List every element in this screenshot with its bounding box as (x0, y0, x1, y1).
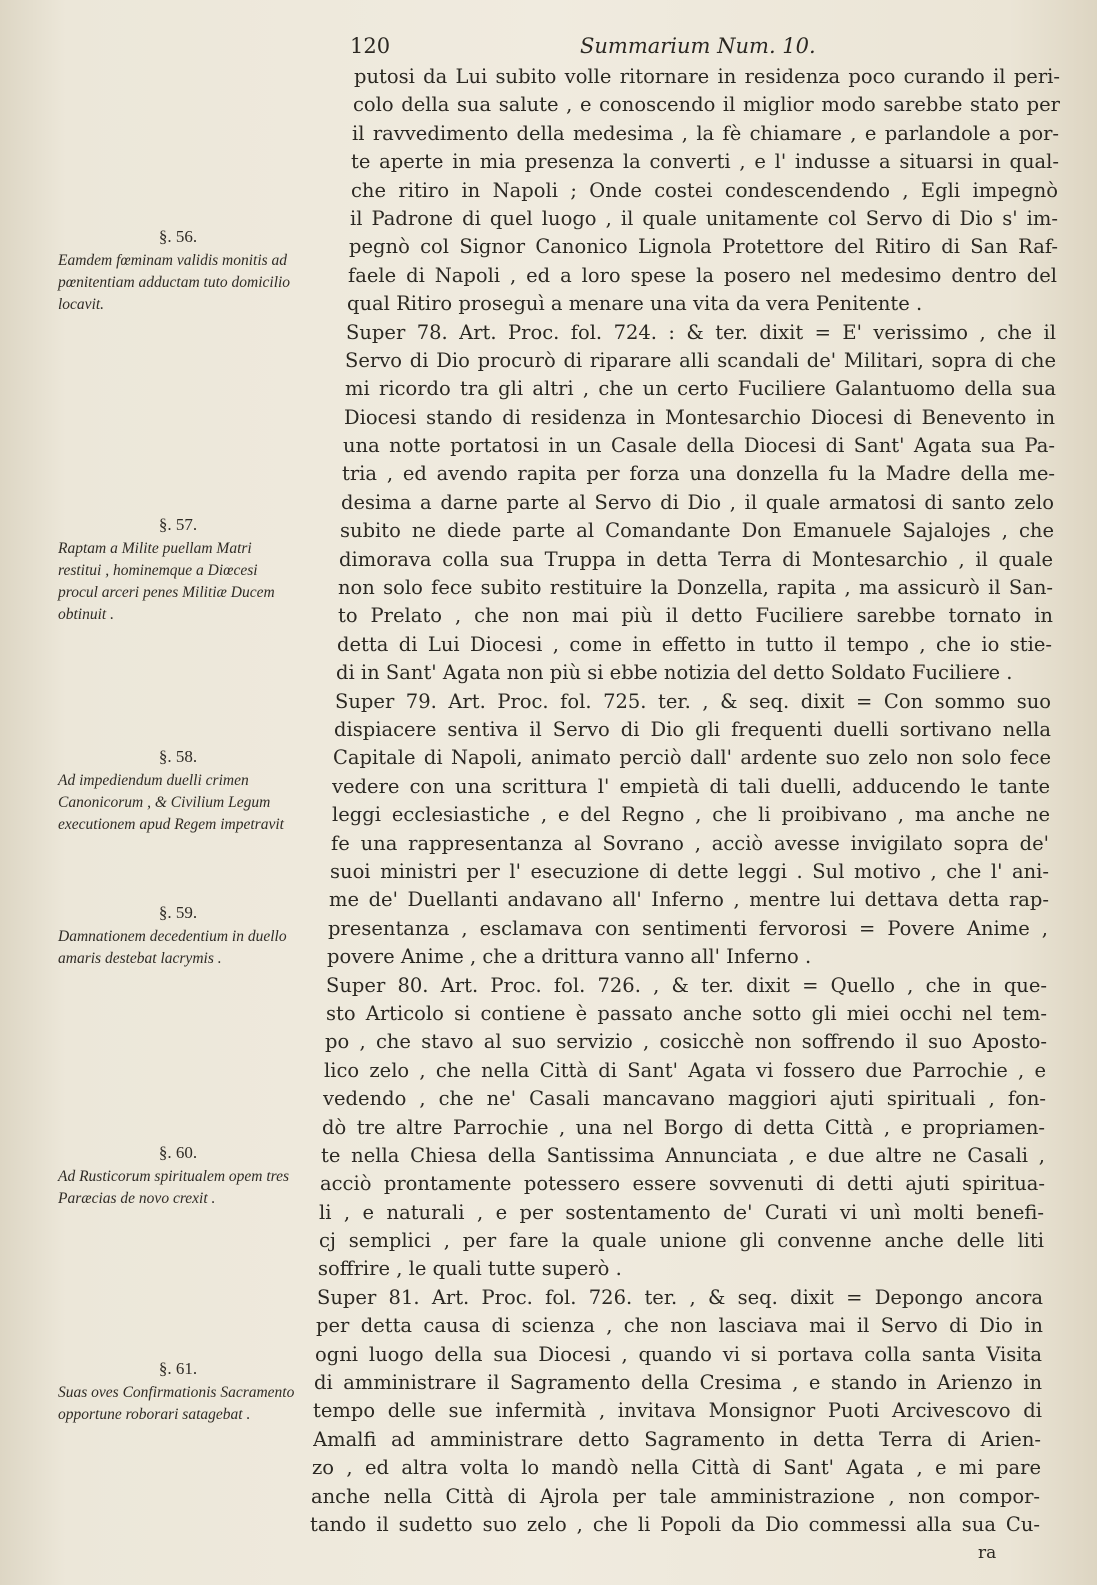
text-line: una notte portatosi in un Casale della Diocesi di Sant' Agata sua Pa- (343, 434, 1055, 457)
text-line: tando il sudetto suo zelo , che li Popoli da Dio commessi alla sua Cu- (310, 1513, 1040, 1536)
marginal-note-57 (58, 514, 298, 626)
text-line: tria , ed avendo rapita per forza una donzella fu la Madre della me- (342, 462, 1055, 485)
text-line: faele di Napoli , ed a loro spese la posero nel medesimo dentro del (348, 264, 1057, 287)
text-line: Servo di Dio procurò di riparare alli scandali de' Militari, sopra di che (345, 349, 1056, 372)
marginal-note-text: Raptam a Milite puellam Matri restitui , hominemque a Diœcesi procul arceri penes Militiæ Ducem obtinuit . (58, 540, 275, 623)
text-line: di in Sant' Agata non più si ebbe notizia del detto Soldato Fuciliere . (336, 661, 1013, 684)
page-number: 120 (350, 34, 391, 58)
text-line: zo , ed altra volta lo mandò nella Città di Sant' Agata , e mi pare (312, 1456, 1041, 1479)
marginal-note-number: §. 60. (158, 1143, 198, 1162)
text-line: Super 81. Art. Proc. fol. 726. ter. , & seq. dixit = Depongo ancora (317, 1286, 1043, 1309)
text-line: Super 78. Art. Proc. fol. 724. : & ter. dixit = E' verissimo , che il (346, 321, 1056, 344)
text-line: che ritiro in Napoli ; Onde costei condescendendo , Egli impegnò (351, 179, 1058, 202)
text-line: il ravvedimento della medesima , la fè chiamare , e parlandole a por- (352, 122, 1059, 145)
text-line: acciò prontamente potessero essere sovvenuti di detti ajuti spiritua- (320, 1172, 1045, 1195)
text-line: ogni luogo della sua Diocesi , quando vi si portava colla santa Visita (315, 1343, 1042, 1366)
text-line: lico zelo , che nella Città di Sant' Agata vi fossero due Parrochie , e (324, 1059, 1046, 1082)
text-line: il Padrone di quel luogo , il quale unitamente col Servo di Dio s' im- (350, 207, 1058, 230)
text-line: te aperte in mia presenza la converti , e l' indusse a situarsi in qual- (351, 150, 1059, 173)
running-title: Summarium Num. 10. (580, 34, 816, 58)
text-line: vedere con una scrittura l' empietà di tali duelli, adducendo le tante (332, 775, 1050, 798)
text-line: putosi da Lui subito volle ritornare in residenza poco curando il peri- (354, 65, 1060, 88)
text-line: per detta causa di scienza , che non lasciava mai il Servo di Dio in (316, 1314, 1043, 1337)
text-line: to Prelato , che non mai più il detto Fuciliere sarebbe tornato in (338, 604, 1053, 627)
marginal-note-56 (58, 226, 298, 316)
text-line: po , che stavo al suo servizio , cosicchè non soffrendo il suo Aposto- (325, 1030, 1047, 1053)
marginal-note-61 (58, 1358, 298, 1426)
marginal-note-text: Ad impediendum duelli crimen Canonicorum , & Civilium Legum executionem apud Regem impetravit (58, 772, 284, 833)
text-line: anche nella Città di Ajrola per tale amministrazione , non compor- (311, 1485, 1040, 1508)
text-line: presentanza , esclamava con sentimenti fervorosi = Povere Anime , (328, 917, 1048, 940)
text-line: Super 79. Art. Proc. fol. 725. ter. , & seq. dixit = Con sommo suo (335, 690, 1051, 713)
text-line: me de' Duellanti andavano all' Inferno , mentre lui dettava detta rap- (329, 888, 1049, 911)
text-line: Amalfi ad amministrare detto Sagramento in detta Terra di Arien- (313, 1428, 1041, 1451)
marginal-note-number: §. 59. (158, 903, 198, 922)
text-line: colo della sua salute , e conoscendo il miglior modo sarebbe stato per (353, 93, 1060, 116)
marginal-note-number: §. 61. (158, 1359, 198, 1378)
text-line: di amministrare il Sagramento della Cresima , e stando in Arienzo in (314, 1371, 1042, 1394)
text-line: Super 80. Art. Proc. fol. 726. , & ter. dixit = Quello , che in que- (326, 974, 1047, 997)
text-line: detta di Lui Diocesi , come in effetto in tutto il tempo , che io stie- (337, 633, 1052, 656)
text-line: suoi ministri per l' esecuzione di dette leggi . Sul motivo , che l' ani- (330, 860, 1049, 883)
text-line: non solo fece subito restituire la Donzella, rapita , ma assicurò il San- (338, 576, 1053, 599)
text-line: pegnò col Signor Canonico Lignola Protettore del Ritiro di San Raf- (349, 235, 1058, 258)
text-line: tempo delle sue infermità , invitava Monsignor Puoti Arcivescovo di (313, 1399, 1042, 1422)
marginal-note-number: §. 56. (158, 227, 198, 246)
catchword: ra (978, 1543, 997, 1563)
text-line: povere Anime , che a drittura vanno all' Inferno . (327, 945, 812, 968)
marginal-note-number: §. 57. (158, 515, 198, 534)
text-line: te nella Chiesa della Santissima Annunciata , e due altre ne Casali , (321, 1144, 1045, 1167)
text-line: mi ricordo tra gli altri , che un certo Fuciliere Galantuomo della sua (345, 377, 1056, 400)
text-line: fe una rappresentanza al Sovrano , acciò avesse invigilato sopra de' (331, 832, 1049, 855)
text-line: qual Ritiro proseguì a menare una vita da vera Penitente . (347, 292, 923, 315)
marginal-note-text: Ad Rusticorum spiritualem opem tres Paræcias de novo crexit . (58, 1168, 290, 1207)
text-line: sto Articolo si contiene è passato anche sotto gli miei occhi nel tem- (326, 1002, 1047, 1025)
marginal-note-text: Eamdem fœminam validis monitis ad pœnitentiam adductam tuto domicilio locavit. (58, 252, 291, 313)
marginal-note-text: Suas oves Confirmationis Sacramento opportune roborari satagebat . (58, 1384, 295, 1423)
text-line: dò tre altre Parrochie , una nel Borgo di detta Città , e propriamen- (322, 1116, 1045, 1139)
marginal-note-number: §. 58. (158, 747, 198, 766)
text-line: desima a darne parte al Servo di Dio , il quale armatosi di santo zelo (341, 491, 1054, 514)
text-line: vedendo , che ne' Casali mancavano maggiori ajuti spirituali , fon- (323, 1087, 1046, 1110)
text-line: dimorava colla sua Truppa in detta Terra di Montesarchio , il quale (339, 548, 1053, 571)
marginal-note-59 (58, 902, 298, 970)
text-line: Diocesi stando di residenza in Montesarchio Diocesi di Benevento in (344, 406, 1055, 429)
text-line: cj semplici , per fare la quale unione gli convenne anche delle liti (319, 1229, 1044, 1252)
marginal-note-60 (58, 1142, 298, 1210)
marginal-note-text: Damnationem decedentium in duello amaris destebat lacrymis . (58, 928, 287, 967)
text-line: subito ne diede parte al Comandante Don Emanuele Sajalojes , che (340, 519, 1054, 542)
text-line: Capitale di Napoli, animato perciò dall' ardente suo zelo non solo fece (333, 746, 1051, 769)
marginal-note-58 (58, 746, 298, 836)
text-line: soffrire , le quali tutte superò . (318, 1257, 622, 1280)
text-line: dispiacere sentiva il Servo di Dio gli frequenti duelli sortivano nella (334, 718, 1051, 741)
text-line: leggi ecclesiastiche , e del Regno , che li proibivano , ma anche ne (332, 803, 1050, 826)
text-line: li , e naturali , e per sostentamento de' Curati vi unì molti benefi- (319, 1201, 1044, 1224)
